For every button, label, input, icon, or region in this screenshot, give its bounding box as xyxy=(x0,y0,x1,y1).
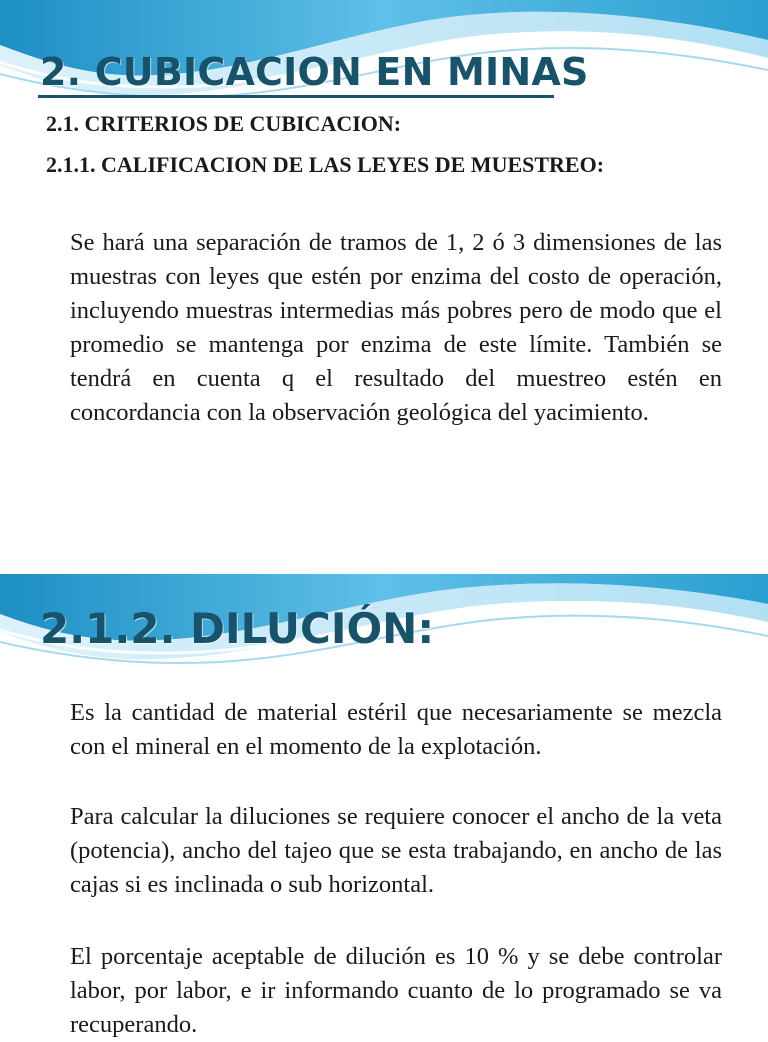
body-paragraph-calculation: Para calcular la diluciones se requiere conocer el ancho de la veta (potencia), ancho del tajeo que se esta trabajando, en ancho de las cajas si es inclinada o sub horizontal. xyxy=(70,803,722,898)
body-paragraph: Se hará una separación de tramos de 1, 2 ó 3 dimensiones de las muestras con leyes que estén por enzima del costo de operación, incluyendo muestras intermedias más pobres pero de modo que el promedio se mantenga por enzima de este límite. También se tendrá en cuenta q el resultado del muestreo estén en concordancia con la observación geológica del yacimiento. xyxy=(70,229,722,426)
subheading-criterios: 2.1. CRITERIOS DE CUBICACION: xyxy=(46,111,402,136)
slide-title: 2. CUBICACION EN MINAS xyxy=(40,50,589,94)
body-paragraph-percentage: El porcentaje aceptable de dilución es 10 % y se debe controlar labor, por labor, e ir informando cuanto de lo programado se va recuperando. xyxy=(70,943,722,1038)
slide-dilucion xyxy=(0,574,768,1038)
body-paragraph-definition: Es la cantidad de material estéril que necesariamente se mezcla con el mineral en el momento de la explotación. xyxy=(70,699,722,760)
title-underline xyxy=(38,95,554,98)
slide-cubicacion xyxy=(0,0,768,512)
slide-title: 2.1.2. DILUCIÓN: xyxy=(40,604,435,653)
subheading-calificacion: 2.1.1. CALIFICACION DE LAS LEYES DE MUESTREO: xyxy=(46,152,605,177)
